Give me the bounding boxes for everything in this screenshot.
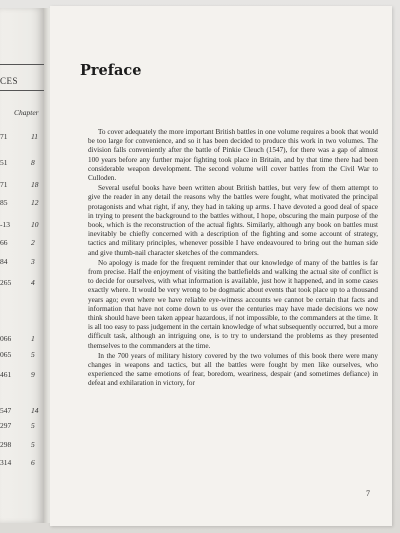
left-page-row-chapter: 3	[31, 257, 35, 266]
left-page-row-chapter: 4	[31, 278, 35, 287]
left-page-row-chapter: 2	[31, 238, 35, 247]
left-page-row-chapter: 6	[31, 458, 35, 467]
book-page	[50, 6, 392, 526]
left-page-row-chapter: 5	[31, 421, 35, 430]
left-page-row-left: 265	[0, 278, 12, 287]
left-page-row-chapter: 5	[31, 440, 35, 449]
left-page-chapter-label: Chapter	[14, 108, 39, 117]
left-page-row-chapter: 8	[31, 158, 35, 167]
left-page-row-left: 298	[0, 440, 12, 449]
page-title: Preface	[80, 62, 142, 79]
preface-paragraph: To cover adequately the more important British battles in one volume requires a book that would be too large for convenience, and so it has been decided to produce this work in two volumes. The division falls conveniently after the battle of Pinkie Cleuch (1547), for there was a gap of almost 100 years before any further major fighting took place in Britain, and by that time there had been considerable weapon development. The second volume will cover battles from the Civil War to Culloden.	[88, 128, 378, 183]
preface-paragraph: In the 700 years of military history covered by the two volumes of this book there were many changes in weapons and tactics, but all the battles were fought by men like ourselves, who experienced the same emotions of fear, boredom, weariness, despair (and sometimes defiance) in defeat and exhilaration in victory, for	[88, 351, 378, 388]
left-page-row-chapter: 9	[31, 370, 35, 379]
left-page-row-chapter: 1	[31, 334, 35, 343]
left-page-row-left: 314	[0, 458, 12, 467]
preface-body	[88, 128, 378, 390]
left-page	[0, 8, 44, 523]
left-page-row-chapter: 5	[31, 350, 35, 359]
left-page-row-left: 297	[0, 421, 12, 430]
left-page-row-left: -13	[0, 220, 10, 229]
left-page-row-left: 84	[0, 257, 8, 266]
left-page-row-left: 065	[0, 350, 12, 359]
left-page-row-left: 66	[0, 238, 8, 247]
left-page-row-left: 71	[0, 132, 8, 141]
left-page-row-chapter: 12	[31, 198, 39, 207]
left-page-row-left: 066	[0, 334, 12, 343]
left-page-row-left: 51	[0, 158, 8, 167]
left-page-row-left: 85	[0, 198, 8, 207]
left-page-row-chapter: 18	[31, 180, 39, 189]
left-page-top-rule	[0, 64, 44, 65]
left-page-row-left: 71	[0, 180, 8, 189]
left-page-row-chapter: 11	[31, 132, 38, 141]
left-page-row-left: 547	[0, 406, 12, 415]
left-page-title: CES	[0, 76, 19, 86]
page-number: 7	[366, 489, 370, 498]
left-page-title-rule	[0, 90, 44, 91]
left-page-row-chapter: 10	[31, 220, 39, 229]
preface-paragraph: No apology is made for the frequent reminder that our knowledge of many of the battles is far from precise. Half the enjoyment of visiting the battlefields and walking the actual site of conflict is to decide for ourselves, with what information is available, just how it happened, and in some cases exactly where. It would be very wrong to be dogmatic about events that took place up to a thousand years ago; even where we have reliable eye-witness accounts we cannot be certain that facts and information that have not come down to us over the centuries may have made decisions we now think should have been taken appear hazardous, if not impossible, to the commanders at the time. It is all too easy to pass judgement in the certain knowledge of what subsequently occurred, but a more difficult task, although an intriguing one, is to try to understand the problems as they presented themselves to the commanders at the time.	[88, 258, 378, 350]
preface-paragraph: Several useful books have been written about British battles, but very few of them attempt to give the reader in any detail the reasons why the battles were fought, what motivated the principal protagonists and what right, if any, they had in taking up arms. I have devoted a good deal of space in trying to present the background to the battles without, I hope, obscuring the main purpose of the book, which is the reconstruction of the actual fights. Similarly, although any book on battles must inevitably be chiefly concerned with a description of the fighting and some account of strategy, tactics and military principles, whenever possible I have endeavoured to bring out the human side and give thumb-nail character sketches of the commanders.	[88, 184, 378, 257]
left-page-row-chapter: 14	[31, 406, 39, 415]
left-page-row-left: 461	[0, 370, 12, 379]
